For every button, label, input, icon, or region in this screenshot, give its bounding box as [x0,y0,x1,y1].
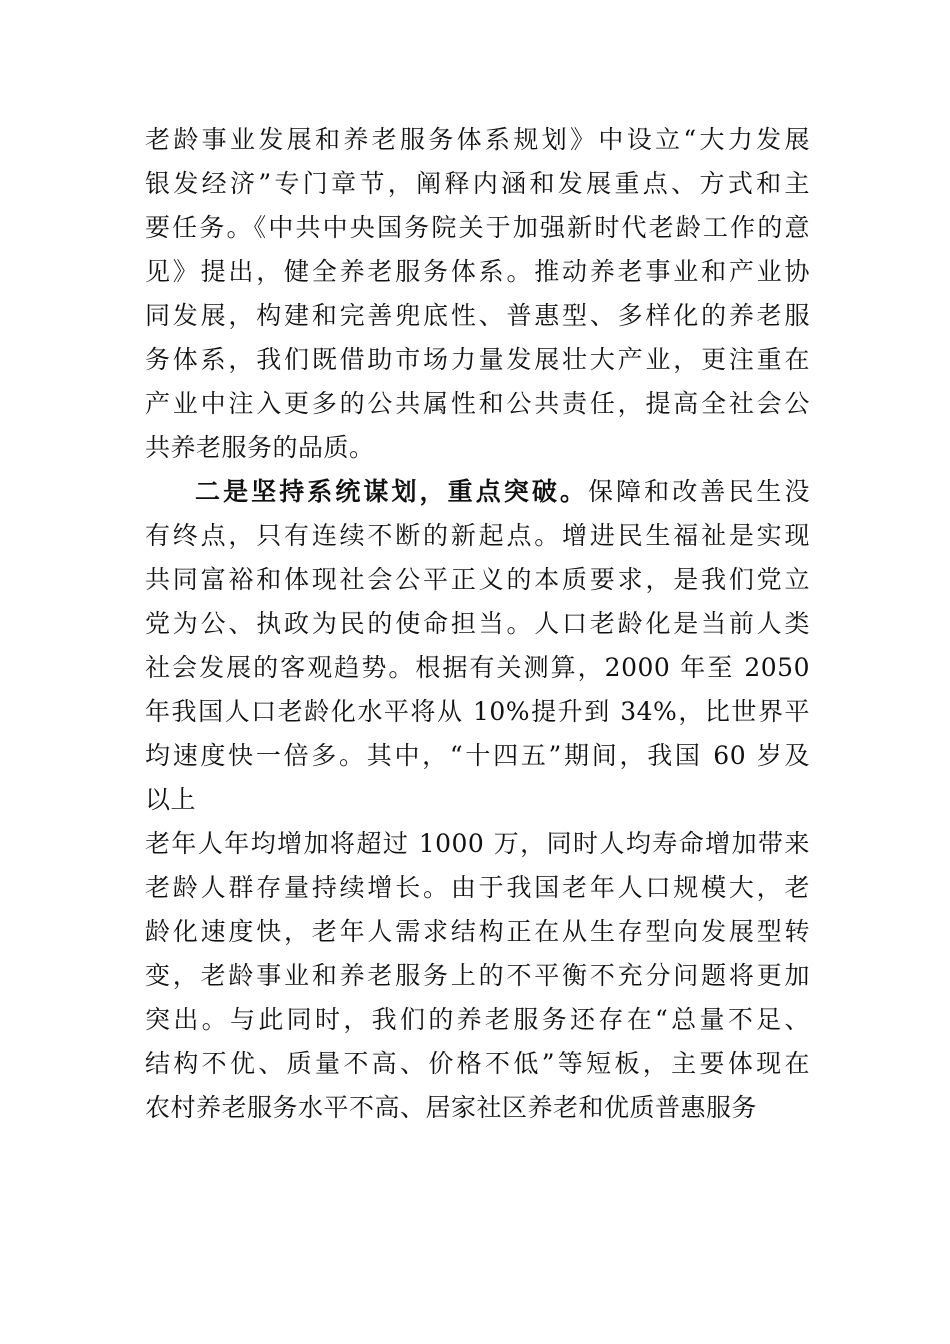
text-line: 老龄人群存量持续增长。由于我国老年人口规模大，老 [145,873,810,902]
text-line: 农村养老服务水平不高、居家社区养老和优质普惠服务 [145,1093,758,1122]
text-line: 银发经济”专门章节，阐释内涵和发展重点、方式和主 [145,169,810,198]
text-line: 见》提出，健全养老服务体系。推动养老事业和产业协 [145,257,810,286]
text-line: 变，老龄事业和养老服务上的不平衡不充分问题将更加 [145,961,810,990]
text-line: 社会发展的客观趋势。根据有关测算，2000 年至 2050 [145,653,810,682]
text-line: 老年人年均增加将超过 1000 万，同时人均寿命增加带来 [145,829,810,858]
heading-continuation: 保障和改善民生没 [587,477,810,506]
text-line: 突出。与此同时，我们的养老服务还存在“总量不足、 [145,1005,810,1034]
text-line: 务体系，我们既借助市场力量发展壮大产业，更注重在 [145,345,810,374]
text-line: 同发展，构建和完善兜底性、普惠型、多样化的养老服 [145,301,810,330]
text-line: 以上 [145,785,197,814]
text-line: 共养老服务的品质。 [145,433,375,462]
text-line: 有终点，只有连续不断的新起点。增进民生福祉是实现 [145,521,810,550]
text-line: 产业中注入更多的公共属性和公共责任，提高全社会公 [145,389,810,418]
paragraph-heading-line [145,470,810,514]
text-line: 龄化速度快，老年人需求结构正在从生存型向发展型转 [145,917,810,946]
section-heading: 二是坚持系统谋划，重点突破。 [195,477,588,506]
document-body [145,118,810,1130]
text-line: 要任务。《中共中央国务院关于加强新时代老龄工作的意 [145,213,810,242]
text-line: 共同富裕和体现社会公平正义的本质要求，是我们党立 [145,565,810,594]
text-line: 结构不优、质量不高、价格不低”等短板，主要体现在 [145,1049,810,1078]
text-line: 年我国人口老龄化水平将从 10%提升到 34%，比世界平 [145,697,810,726]
text-line: 党为公、执政为民的使命担当。人口老龄化是当前人类 [145,609,810,638]
text-line: 均速度快一倍多。其中，“十四五”期间，我国 60 岁及 [145,741,810,770]
text-line: 老龄事业发展和养老服务体系规划》中设立“大力发展 [145,125,810,154]
